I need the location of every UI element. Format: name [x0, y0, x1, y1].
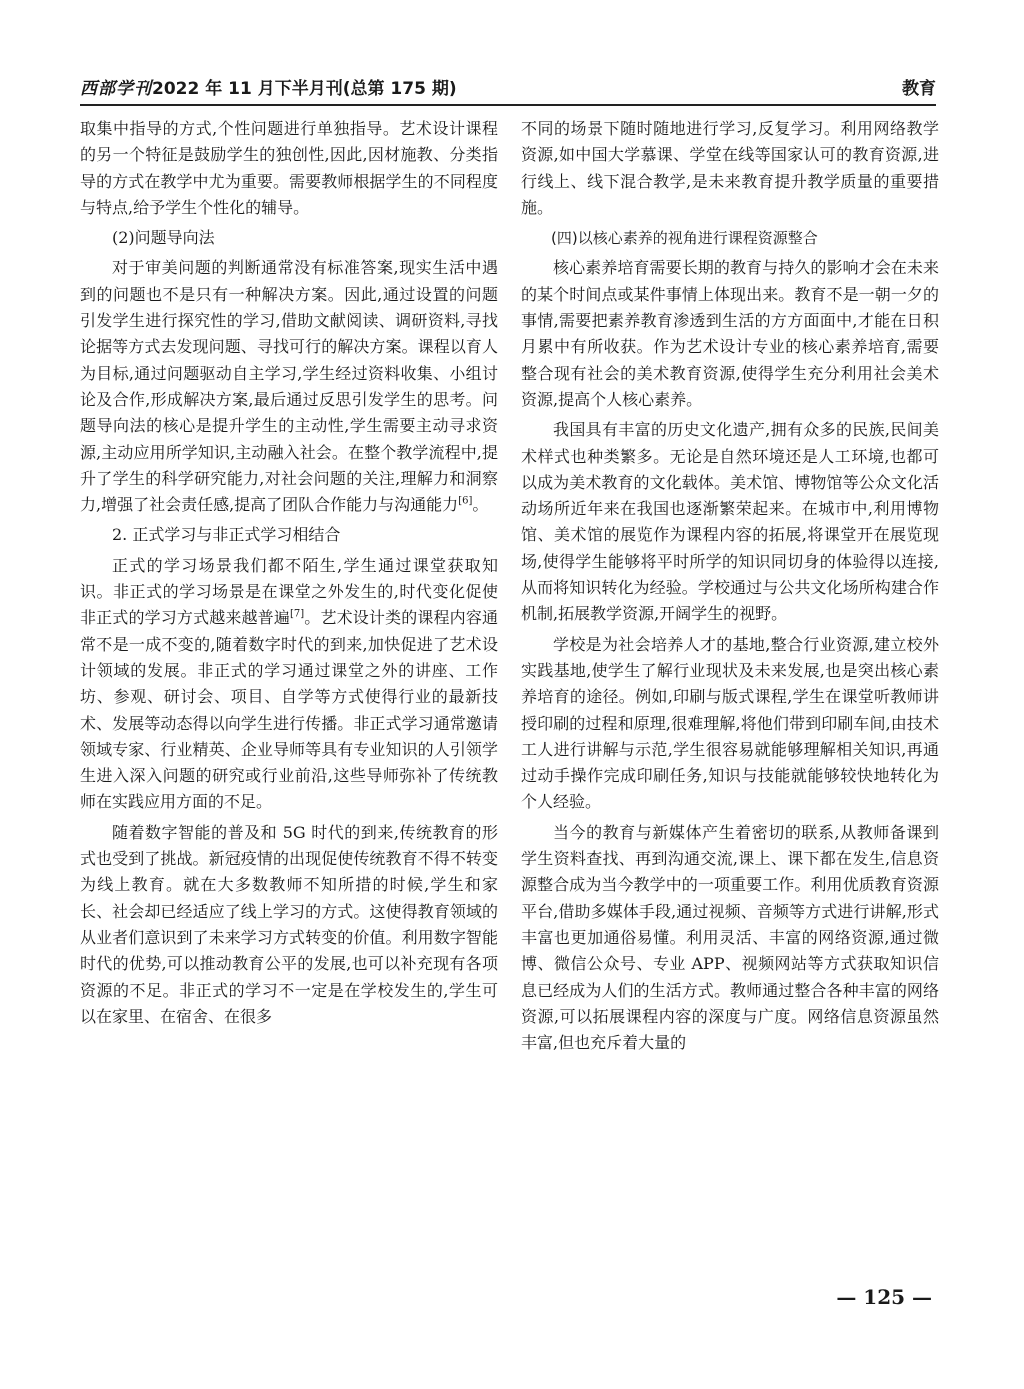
paragraph	[521, 820, 939, 1057]
section-heading	[80, 225, 498, 251]
left-column	[80, 116, 498, 1034]
section-heading	[521, 225, 939, 251]
running-header	[80, 70, 936, 106]
paragraph	[521, 632, 939, 816]
paragraph-text: 我国具有丰富的历史文化遗产,拥有众多的民族,民间美术样式也种类繁多。无论是自然环境还是人工环境,也都可以成为美术教育的文化载体。美术馆、博物馆等公众文化活动场所近年来在我国也逐渐繁荣起来。在城市中,利用博物馆、美术馆的展览作为课程内容的拓展,将课堂开在展览现场,使得学生能够将平时所学的知识同切身的体验得以连接,从而将知识转化为经验。学校通过与公共文化场所构建合作机制,拓展教学资源,开阔学生的视野。	[521, 420, 939, 624]
paragraph-tail: 。艺术设计类的课程内容通常不是一成不变的,随着数字时代的到来,加快促进了艺术设计领域的发展。非正式的学习通过课堂之外的讲座、工作坊、参观、研讨会、项目、自学等方式使得行业的最新技术、发展等动态得以向学生进行传播。非正式学习通常邀请领域专家、行业精英、企业导师等具有专业知识的人引领学生进入深入问题的研究或行业前沿,这些导师弥补了传统教师在实践应用方面的不足。	[80, 608, 498, 812]
paragraph-text: 2. 正式学习与非正式学习相结合	[112, 525, 341, 545]
paragraph	[80, 255, 498, 518]
paragraph-text: 不同的场景下随时随地进行学习,反复学习。利用网络教学资源,如中国大学慕课、学堂在线等国家认可的教育资源,进行线上、线下混合教学,是未来教育提升教学质量的重要措施。	[521, 119, 939, 217]
paragraph-text: 核心素养培育需要长期的教育与持久的影响才会在未来的某个时间点或某件事情上体现出来。教育不是一朝一夕的事情,需要把素养教育渗透到生活的方方面面中,才能在日积月累中有所收获。作为艺术设计专业的核心素养培育,需要整合现有社会的美术教育资源,使得学生充分利用社会美术资源,提高个人核心素养。	[521, 258, 939, 409]
citation-ref: [6]	[458, 495, 473, 507]
paragraph-continued	[80, 116, 498, 221]
paragraph-text: 正式的学习场景我们都不陌生,学生通过课堂获取知识。非正式的学习场景是在课堂之外发生的,时代变化促使非正式的学习方式越来越普遍	[80, 555, 498, 628]
journal-title	[80, 74, 457, 99]
section-heading	[80, 522, 498, 548]
paragraph-text: 随着数字智能的普及和 5G 时代的到来,传统教育的形式也受到了挑战。新冠疫情的出现促使传统教育不得不转变为线上教育。就在大多数教师不知所措的时候,学生和家长、社会却已经适应了线上学习的方式。这使得教育领域的从业者们意识到了未来学习方式转变的价值。利用数字智能时代的优势,可以推动教育公平的发展,也可以补充现有各项资源的不足。非正式的学习不一定是在学校发生的,学生可以在家里、在宿舍、在很多	[80, 822, 498, 1026]
section-name: 教育	[902, 79, 936, 99]
paragraph-text: 对于审美问题的判断通常没有标准答案,现实生活中遇到的问题也不是只有一种解决方案。因此,通过设置的问题引发学生进行探究性的学习,借助文献阅读、调研资料,寻找论据等方式去发现问题、寻找可行的解决方案。课程以育人为目标,通过问题驱动自主学习,学生经过资料收集、小组讨论及合作,形成解决方案,最后通过反思引发学生的思考。问题导向法的核心是提升学生的主动性,学生需要主动寻求资源,主动应用所学知识,主动融入社会。在整个教学流程中,提升了学生的科学研究能力,对社会问题的关注,理解力和洞察力,增强了社会责任感,提高了团队合作能力与沟通能力	[80, 258, 498, 515]
paragraph	[80, 820, 498, 1030]
paragraph-text: 学校是为社会培养人才的基地,整合行业资源,建立校外实践基地,使学生了解行业现状及未来发展,也是突出核心素养培育的途径。例如,印刷与版式课程,学生在课堂听教师讲授印刷的过程和原理,很难理解,将他们带到印刷车间,由技术工人进行讲解与示范,学生很容易就能够理解相关知识,再通过动手操作完成印刷任务,知识与技能就能够较快地转化为个人经验。	[521, 634, 939, 812]
paragraph-text: 当今的教育与新媒体产生着密切的联系,从教师备课到学生资料查找、再到沟通交流,课上、课下都在发生,信息资源整合成为当今教学中的一项重要工作。利用优质教育资源平台,借助多媒体手段,通过视频、音频等方式进行讲解,形式丰富也更加通俗易懂。利用灵活、丰富的网络资源,通过微博、微信公众号、专业 APP、视频网站等方式获取知识信息已经成为人们的生活方式。教师通过整合各种丰富的网络资源,可以拓展课程内容的深度与广度。网络信息资源虽然丰富,但也充斥着大量的	[521, 822, 939, 1053]
issue-info: 2022 年 11 月下半月刊(总第 175 期)	[152, 79, 457, 99]
paragraph	[80, 553, 498, 816]
page-number: — 125 —	[836, 1285, 932, 1309]
journal-logo: 西部学刊	[80, 79, 152, 99]
paragraph-text: (2)问题导向法	[112, 228, 215, 248]
paragraph-continued	[521, 116, 939, 221]
paragraph	[521, 255, 939, 413]
citation-ref: [7]	[289, 609, 305, 621]
paragraph-text: (四)以核心素养的视角进行课程资源整合	[551, 229, 818, 248]
paragraph	[521, 417, 939, 627]
right-column	[521, 116, 939, 1060]
paragraph-text: 取集中指导的方式,个性问题进行单独指导。艺术设计课程的另一个特征是鼓励学生的独创性,因此,因材施教、分类指导的方式在教学中尤为重要。需要教师根据学生的不同程度与特点,给予学生个性化的辅导。	[80, 119, 498, 217]
paragraph-tail: 。	[472, 495, 489, 515]
